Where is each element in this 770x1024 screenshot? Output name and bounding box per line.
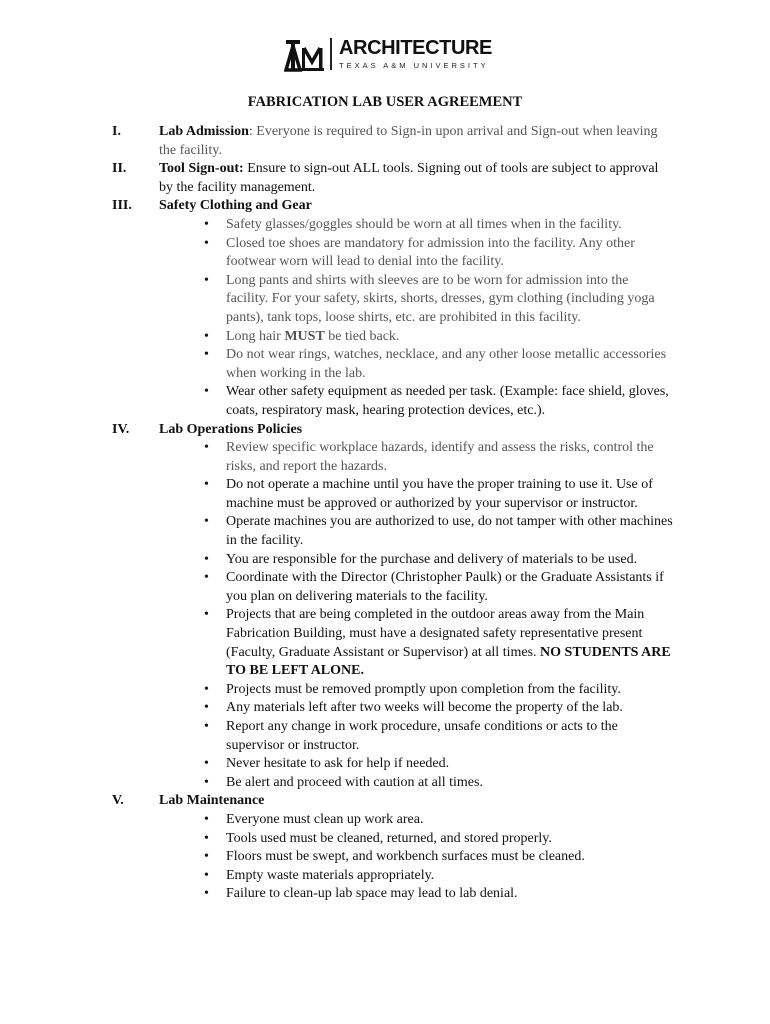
section-heading: Safety Clothing and Gear [159,198,312,214]
list-item: • Projects must be removed promptly upon completion from the facility. [226,681,674,700]
atm-logo-icon [284,36,326,74]
bullet-list [159,439,674,792]
tamu-architecture-logo [284,36,490,76]
section-numeral: III. [112,198,132,214]
list-item: • Safety glasses/goggles should be worn at all times when in the facility. [226,216,674,235]
list-item: • Everyone must clean up work area. [226,811,674,830]
list-item: • Operate machines you are authorized to use, do not tamper with other machines in the facility. [226,513,674,550]
list-item: • Floors must be swept, and workbench surfaces must be cleaned. [226,848,674,867]
section-heading: Lab Maintenance [159,793,265,809]
section-numeral: IV. [112,421,130,437]
section-3 [0,197,770,420]
list-item: • Long hair MUST be tied back. [226,328,674,347]
list-item: • You are responsible for the purchase and delivery of materials to be used. [226,551,674,570]
section-heading: Lab Operations Policies [159,421,303,437]
list-item: • Never hesitate to ask for help if needed. [226,755,674,774]
logo-divider [330,38,332,70]
list-item: • Closed toe shoes are mandatory for admission into the facility. Any other footwear worn will lead to denial into the facility. [226,235,674,272]
bullet-list [159,216,674,421]
section-heading: Tool Sign-out: [159,161,244,177]
document-body [0,123,770,904]
section-text: : Everyone is required to Sign-in upon arrival and Sign-out when leaving the facility. [159,124,658,158]
logo-subtitle: TEXAS A&M UNIVERSITY [339,61,489,70]
section-text: Ensure to sign-out ALL tools. Signing out of tools are subject to approval by the facility management. [159,161,659,195]
list-item: • Failure to clean-up lab space may lead to lab denial. [226,885,674,904]
section-numeral: II. [112,161,127,177]
emphasis-text: MUST [284,328,325,344]
list-item: • Any materials left after two weeks will become the property of the lab. [226,699,674,718]
list-item: • Do not operate a machine until you have the proper training to use it. Use of machine must be approved or authorized by your supervisor or instructor. [226,476,674,513]
list-item: • Empty waste materials appropriately. [226,867,674,886]
list-item: • Long pants and shirts with sleeves are to be worn for admission into the facility. For your safety, skirts, shorts, dresses, gym clothing (including yoga pants), tank tops, loose shirts, etc. are prohibited in this facility. [226,272,674,328]
bullet-list [159,811,674,904]
section-1 [0,123,770,160]
emphasis-text: NO STUDENTS ARE TO BE LEFT ALONE. [226,644,671,679]
list-item: • Report any change in work procedure, unsafe conditions or acts to the supervisor or instructor. [226,718,674,755]
list-item: • Coordinate with the Director (Christopher Paulk) or the Graduate Assistants if you plan on delivering materials to the facility. [226,569,674,606]
list-item: • Do not wear rings, watches, necklace, and any other loose metallic accessories when working in the lab. [226,346,674,383]
section-numeral: V. [112,793,124,809]
section-heading: Lab Admission [159,124,249,139]
list-item: • Projects that are being completed in the outdoor areas away from the Main Fabrication Building, must have a designated safety representative present (Faculty, Graduate Assistant or Supervisor) at all times. NO STUDENTS ARE TO BE LEFT ALONE. [226,606,674,680]
section-numeral: I. [112,124,121,139]
section-2 [0,160,770,197]
document-title: FABRICATION LAB USER AGREEMENT [247,94,523,110]
list-item: • Be alert and proceed with caution at all times. [226,774,674,793]
logo-wordmark: ARCHITECTURE [339,37,492,59]
list-item: • Tools used must be cleaned, returned, and stored properly. [226,830,674,849]
list-item: • Review specific workplace hazards, identify and assess the risks, control the risks, and report the hazards. [226,439,674,476]
section-4 [0,421,770,793]
section-5 [0,792,770,904]
list-item: • Wear other safety equipment as needed per task. (Example: face shield, gloves, coats, respiratory mask, hearing protection devices, etc.). [226,383,674,420]
